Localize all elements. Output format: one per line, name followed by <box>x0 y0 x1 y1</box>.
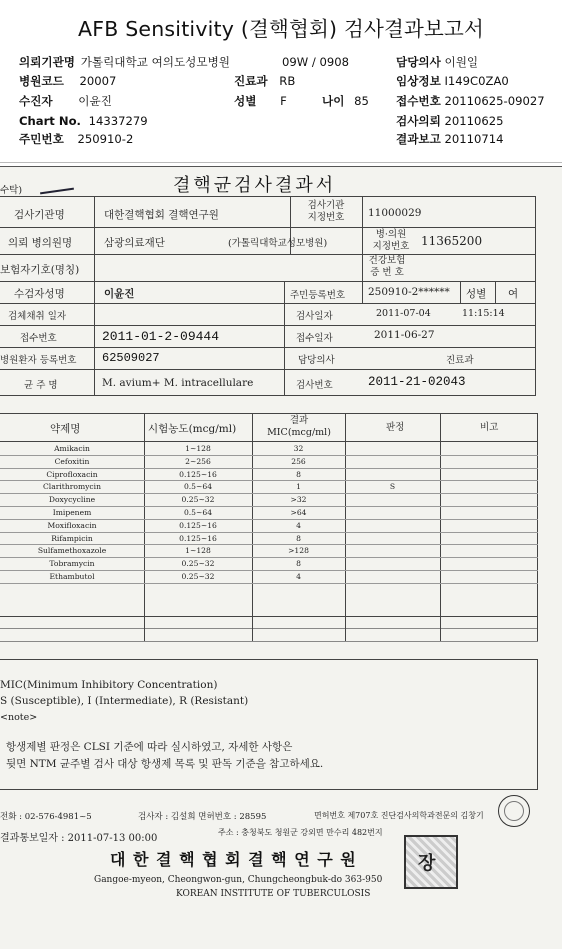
strain-value: M. avium+ M. intracellulare <box>102 377 254 389</box>
clinical-info-value: I149C0ZA0 <box>444 74 509 88</box>
table-cell-range: 2~256 <box>185 456 211 466</box>
table-cell-mic: >128 <box>288 546 309 556</box>
chart-no-value: 14337279 <box>88 114 148 128</box>
note-sir: S (Susceptible), I (Intermediate), R (Resistant) <box>0 695 249 707</box>
age-label: 나이 <box>322 94 345 108</box>
doc-doctor-label: 담당의사 <box>298 355 335 366</box>
table-cell-mic: 8 <box>296 559 301 569</box>
institute-stamp-text: 장 <box>418 853 436 874</box>
patient-label: 수진자 <box>19 94 53 108</box>
table-cell-range: 0.125~16 <box>179 520 217 530</box>
chart-no-label: Chart No. <box>19 114 81 128</box>
sex-label: 성별 <box>234 94 257 108</box>
table-row-divider <box>0 583 538 584</box>
table-row-divider <box>0 570 538 571</box>
table-cell-range: 0.125~16 <box>179 533 217 543</box>
inst-code-label: 검사기관 지정번호 <box>307 200 345 223</box>
chart-no-field <box>19 114 148 129</box>
rrn-field <box>19 132 133 147</box>
test-time-value: 11:15:14 <box>462 308 505 319</box>
test-date-label: 검사일자 <box>296 311 333 322</box>
table-cell-mic: 4 <box>296 520 301 530</box>
col-drug: 약제명 <box>50 423 81 435</box>
reg-value: 62509027 <box>102 351 160 365</box>
examiner-seal-inner <box>504 801 524 821</box>
table-cell-mic: 8 <box>296 469 301 479</box>
ins-code-label: 건강보험 증 번 호 <box>368 255 406 278</box>
table-cell-drug: Sulfamethoxazole <box>37 546 107 556</box>
ward-value: 09W / 0908 <box>282 55 349 69</box>
doctor-field <box>396 55 478 70</box>
table-row-divider <box>0 557 538 558</box>
request-date-value: 20110625 <box>444 114 504 128</box>
rrn-doc-value: 250910-2****** <box>368 286 450 298</box>
table-cell-judge: S <box>389 482 396 492</box>
table-cell-mic: 4 <box>296 572 301 581</box>
col-range: 시험농도(mcg/ml) <box>148 423 237 435</box>
req-value: 삼광의료재단 <box>104 237 165 249</box>
receipt-no-field <box>396 94 545 109</box>
test-no-value: 2011-21-02043 <box>368 375 466 389</box>
table-row-divider <box>0 519 538 520</box>
doc-dept-label: 진료과 <box>446 355 474 366</box>
table-cell-drug: Imipenem <box>52 508 92 517</box>
strain-label: 균 주 명 <box>24 380 58 391</box>
dept-field <box>234 74 295 89</box>
table-row-divider <box>0 468 538 469</box>
table-cell-range: 1~128 <box>185 546 211 556</box>
note-clsi-1: 항생제별 판정은 CLSI 기준에 따라 실시하였고, 자세한 사항은 <box>6 741 293 753</box>
age-field <box>322 94 369 109</box>
age-value: 85 <box>354 94 369 108</box>
table-cell-range: 1~128 <box>185 444 211 453</box>
req-code-label: 병·의원 지정번호 <box>372 229 410 252</box>
recv-date-label: 접수일자 <box>296 333 333 344</box>
table-cell-range: 0.125~16 <box>179 469 217 479</box>
sex-field <box>234 94 287 109</box>
rrn-value: 250910-2 <box>77 132 134 146</box>
doc-sex-label: 성별 <box>466 288 487 300</box>
insurer-label: 보험자기호(명칭) <box>0 264 80 276</box>
footer-address-en: Gangoe-myeon, Cheongwon-gun, Chungcheongbuk-do 363-950 <box>94 875 383 885</box>
receipt-no-value: 20110625-09027 <box>444 94 545 108</box>
header-divider <box>0 162 562 163</box>
table-cell-mic: 8 <box>296 533 301 543</box>
table-row-divider <box>0 455 538 456</box>
footer-org-en: KOREAN INSTITUTE OF TUBERCULOSIS <box>176 889 371 899</box>
receipt-no-label: 접수번호 <box>396 94 441 108</box>
req-sub: (가톨릭대학교성모병원) <box>228 238 328 249</box>
clinical-info-field <box>396 74 509 89</box>
sex-value: F <box>280 94 287 108</box>
doctor-label: 담당의사 <box>396 55 441 69</box>
table-row-divider <box>0 493 538 494</box>
test-no-label: 검사번호 <box>296 380 333 391</box>
dept-label: 진료과 <box>234 74 268 88</box>
recv-date-value: 2011-06-27 <box>374 329 435 341</box>
dept-value: RB <box>279 74 296 88</box>
corner-text: 수탁) <box>0 185 23 196</box>
table-cell-mic: 1 <box>296 482 301 492</box>
table-cell-drug: Ciprofloxacin <box>46 469 98 479</box>
table-cell-drug: Ethambutol <box>49 572 95 581</box>
inst-label: 검사기관명 <box>14 209 65 221</box>
header-row-1 <box>19 55 230 70</box>
rrn-doc-label: 주민등록번호 <box>290 290 346 301</box>
table-cell-drug: Tobramycin <box>49 559 95 569</box>
note-clsi-2: 뒷면 NTM 균주별 검사 대상 항생제 목록 및 판독 기준을 참고하세요. <box>6 758 324 770</box>
test-date-value: 2011-07-04 <box>376 308 431 319</box>
request-date-label: 검사의뢰 <box>396 114 441 128</box>
req-label: 의뢰 병의원명 <box>8 237 73 249</box>
footer-notify-date: 결과통보일자 : 2011-07-13 00:00 <box>0 833 158 844</box>
requester-label: 의뢰기관명 <box>19 55 75 69</box>
report-date-field <box>396 132 504 147</box>
inst-value: 대한결핵협회 결핵연구원 <box>104 209 219 221</box>
table-cell-mic: >32 <box>290 495 307 505</box>
patient-value: 이윤진 <box>78 94 112 108</box>
report-date-value: 20110714 <box>444 132 504 146</box>
note-mic: MIC(Minimum Inhibitory Concentration) <box>0 679 218 691</box>
table-row-divider <box>0 544 538 545</box>
req-code-value: 11365200 <box>421 234 483 248</box>
footer-org-ko: 대 한 결 핵 협 회 결 핵 연 구 원 <box>110 850 357 869</box>
report-title: AFB Sensitivity (결핵협회) 검사결과보고서 <box>78 17 484 41</box>
table-cell-range: 0.5~64 <box>183 482 213 492</box>
table-cell-mic: 256 <box>291 456 306 466</box>
name-value: 이윤진 <box>104 288 135 300</box>
inst-code-value: 11000029 <box>368 207 422 219</box>
scanned-result-sheet <box>0 166 562 949</box>
collect-label: 검체채취 일자 <box>8 311 67 322</box>
hospital-code-label: 병원코드 <box>19 74 64 88</box>
table-row-divider <box>0 480 538 481</box>
request-date-field <box>396 114 504 129</box>
footer-examiner: 검사자 : 김설희 면허번호 : 28595 <box>138 812 267 822</box>
table-cell-mic: 32 <box>293 444 304 453</box>
table-cell-drug: Cefoxitin <box>54 456 90 466</box>
table-cell-range: 0.5~64 <box>183 508 213 517</box>
report-date-label: 결과보고 <box>396 132 441 146</box>
doctor-value: 이원일 <box>444 55 479 69</box>
table-row-divider <box>0 506 538 507</box>
rrn-label: 주민번호 <box>19 132 64 146</box>
note-tag: <note> <box>0 712 38 723</box>
requester-value: 가톨릭대학교 여의도성모병원 <box>80 55 230 69</box>
table-cell-range: 0.25~32 <box>181 495 215 505</box>
patient-field <box>19 94 112 109</box>
table-row-divider <box>0 532 538 533</box>
hospital-code-field <box>19 74 116 89</box>
name-label: 수검자성명 <box>14 288 65 300</box>
footer-license: 면허번호 제707호 진단검사의학과전문의 김창기 <box>314 811 484 820</box>
col-mic: 결과 MIC(mcg/ml) <box>267 415 331 438</box>
table-cell-drug: Amikacin <box>54 444 90 453</box>
table-cell-drug: Rifampicin <box>51 533 93 543</box>
table-cell-range: 0.25~32 <box>181 559 215 569</box>
doc-sex-value: 여 <box>508 288 519 300</box>
table-cell-drug: Moxifloxacin <box>47 520 97 530</box>
recv-no-label: 접수번호 <box>20 333 57 344</box>
table-cell-drug: Doxycycline <box>48 495 96 505</box>
clinical-info-label: 임상정보 <box>396 74 441 88</box>
reg-label: 병원환자 등록번호 <box>0 355 77 366</box>
col-judge: 판정 <box>386 422 405 433</box>
hospital-code-value: 20007 <box>79 74 117 88</box>
table-cell-mic: >64 <box>290 508 307 517</box>
footer-address-ko: 주소 : 충청북도 청원군 강외면 만수리 482번지 <box>218 828 383 837</box>
table-cell-range: 0.25~32 <box>181 572 215 581</box>
pen-mark <box>40 188 74 195</box>
col-note: 비고 <box>480 422 499 433</box>
doc-title: 결핵균검사결과서 <box>173 175 337 196</box>
table-cell-drug: Clarithromycin <box>42 482 102 492</box>
footer-phone: 전화 : 02-576-4981~5 <box>0 812 92 822</box>
recv-no-value: 2011-01-2-09444 <box>102 329 220 344</box>
